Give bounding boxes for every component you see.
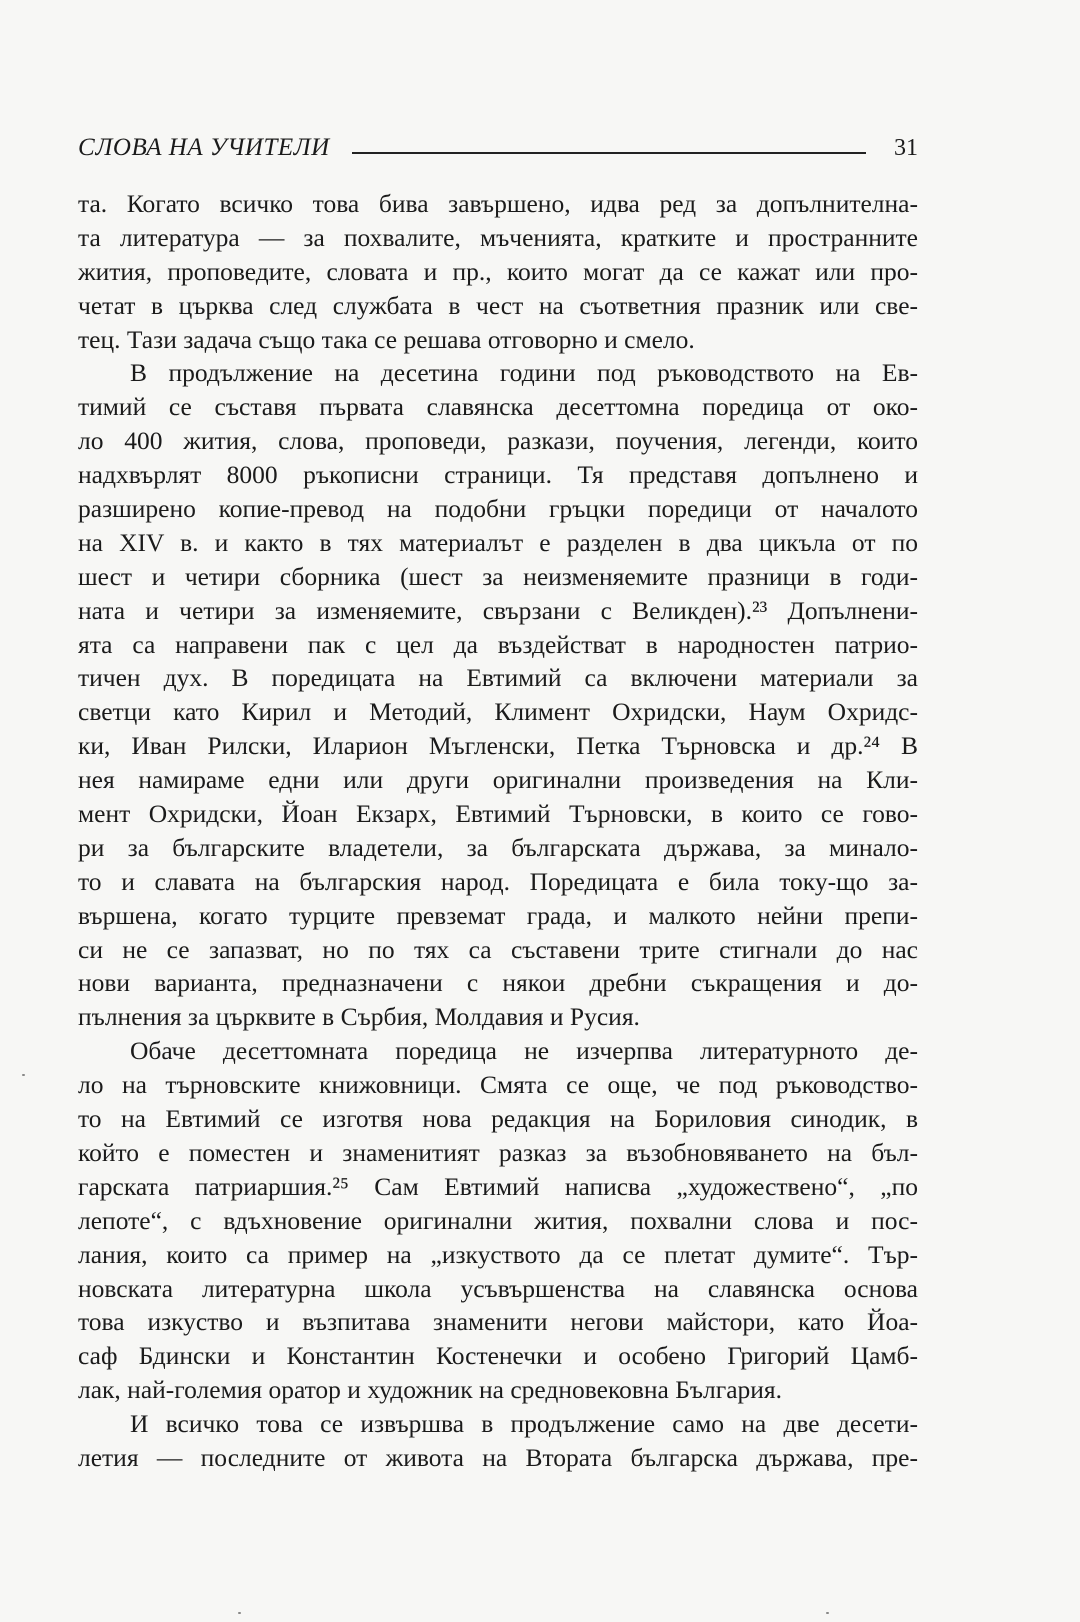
text-line: ло 400 жития, слова, проповеди, разкази, поучения, легенди, които [78,426,918,456]
paragraph-start-line: И всичко това се извършва в продължение само на две десети- [130,1409,918,1439]
text-line: надхвърлят 8000 ръкописни страници. Тя представя допълнено и [78,460,918,490]
header-rule [352,152,866,154]
text-line: пълнения за църквите в Сърбия, Молдавия и Русия. [78,1002,640,1032]
page-number: 31 [894,134,918,161]
text-line: лак, най-големия оратор и художник на средновековна България. [78,1375,783,1405]
text-line: лепоте“, с вдъхновение оригинални жития, похвални слова и пос- [78,1205,918,1235]
text-line: това изкуство и възпитава знаменити негови майстори, като Йоа- [78,1307,918,1337]
text-line: тичен дух. В поредицата на Евтимий са включени материали за [78,663,918,693]
scan-speck [238,1612,241,1614]
body-text [78,187,918,1475]
text-line: четат в църква след службата в чест на съответния празник или све- [78,290,918,320]
running-title: СЛОВА НА УЧИТЕЛИ [78,134,330,161]
text-line: тимий се съставя първата славянска десеттомна поредица от око- [78,392,918,422]
paragraph-start-line: В продължение на десетина години под ръководството на Ев- [130,358,918,388]
text-line: ло на търновските книжовници. Смята се още, че под ръководство- [78,1070,918,1100]
text-line: ки, Иван Рилски, Иларион Мъгленски, Петка Търновска и др.²⁴ В [78,731,918,761]
text-line: то и славата на българския народ. Поредицата е била току-що за- [78,866,918,896]
text-line: та. Когато всичко това бива завършено, идва ред за допълнителна- [78,189,918,218]
text-line: мент Охридски, Йоан Екзарх, Евтимий Търновски, в които се гово- [78,799,918,829]
text-line: разширено копие-превод на подобни гръцки поредици от началото [78,494,918,524]
text-line: та литература — за похвалите, мъченията, кратките и пространните [78,222,918,252]
text-line: нови варианта, предназначени с някои дребни съкращения и до- [78,968,918,998]
paragraph-start-line: Обаче десеттомната поредица не изчерпва литературното де- [130,1036,918,1066]
text-line: на XIV в. и както в тях материалът е разделен в два цикъла от по [78,527,918,557]
text-line: то на Евтимий се изготвя нова редакция на Бориловия синодик, в [78,1104,918,1134]
text-line: си не се запазват, но по тях са съставени трите стигнали до нас [78,934,918,964]
text-line: нея намираме едни или други оригинални произведения на Кли- [78,765,918,795]
text-line: летия — последните от живота на Втората българска държава, пре- [78,1442,918,1472]
text-line: светци като Кирил и Методий, Климент Охридски, Наум Охридс- [78,697,918,727]
text-line: новската литературна школа усъвършенства на славянска основа [78,1273,918,1303]
running-header [78,128,918,168]
text-line: тец. Тази задача също така се решава отговорно и смело. [78,324,695,354]
text-line: вършена, когато турците превземат града, и малкото нейни препи- [78,900,918,930]
text-line: гарската патриаршия.²⁵ Сам Евтимий написва „художествено“, „по [78,1171,918,1201]
text-line: ята са направени пак с цел да въздействат в народностен патрио- [78,629,918,659]
text-line: ната и четири за изменяемите, свързани с Великден).²³ Допълнени- [78,595,918,625]
text-line: шест и четири сборника (шест за неизменяемите празници в годи- [78,561,918,591]
text-line: който е поместен и знаменитият разказ за възобновяването на бъл- [78,1137,918,1167]
text-line: саф Бдински и Константин Костенечки и особено Григорий Цамб- [78,1341,918,1371]
scan-speck [826,1612,829,1614]
text-line: лания, които са пример на „изкуството да се плетат думите“. Тър- [78,1239,918,1269]
scan-speck [22,1074,25,1076]
text-line: ри за българските владетели, за българската държава, за минало- [78,832,918,862]
text-line: жития, проповедите, словата и пр., които могат да се кажат или про- [78,256,918,286]
